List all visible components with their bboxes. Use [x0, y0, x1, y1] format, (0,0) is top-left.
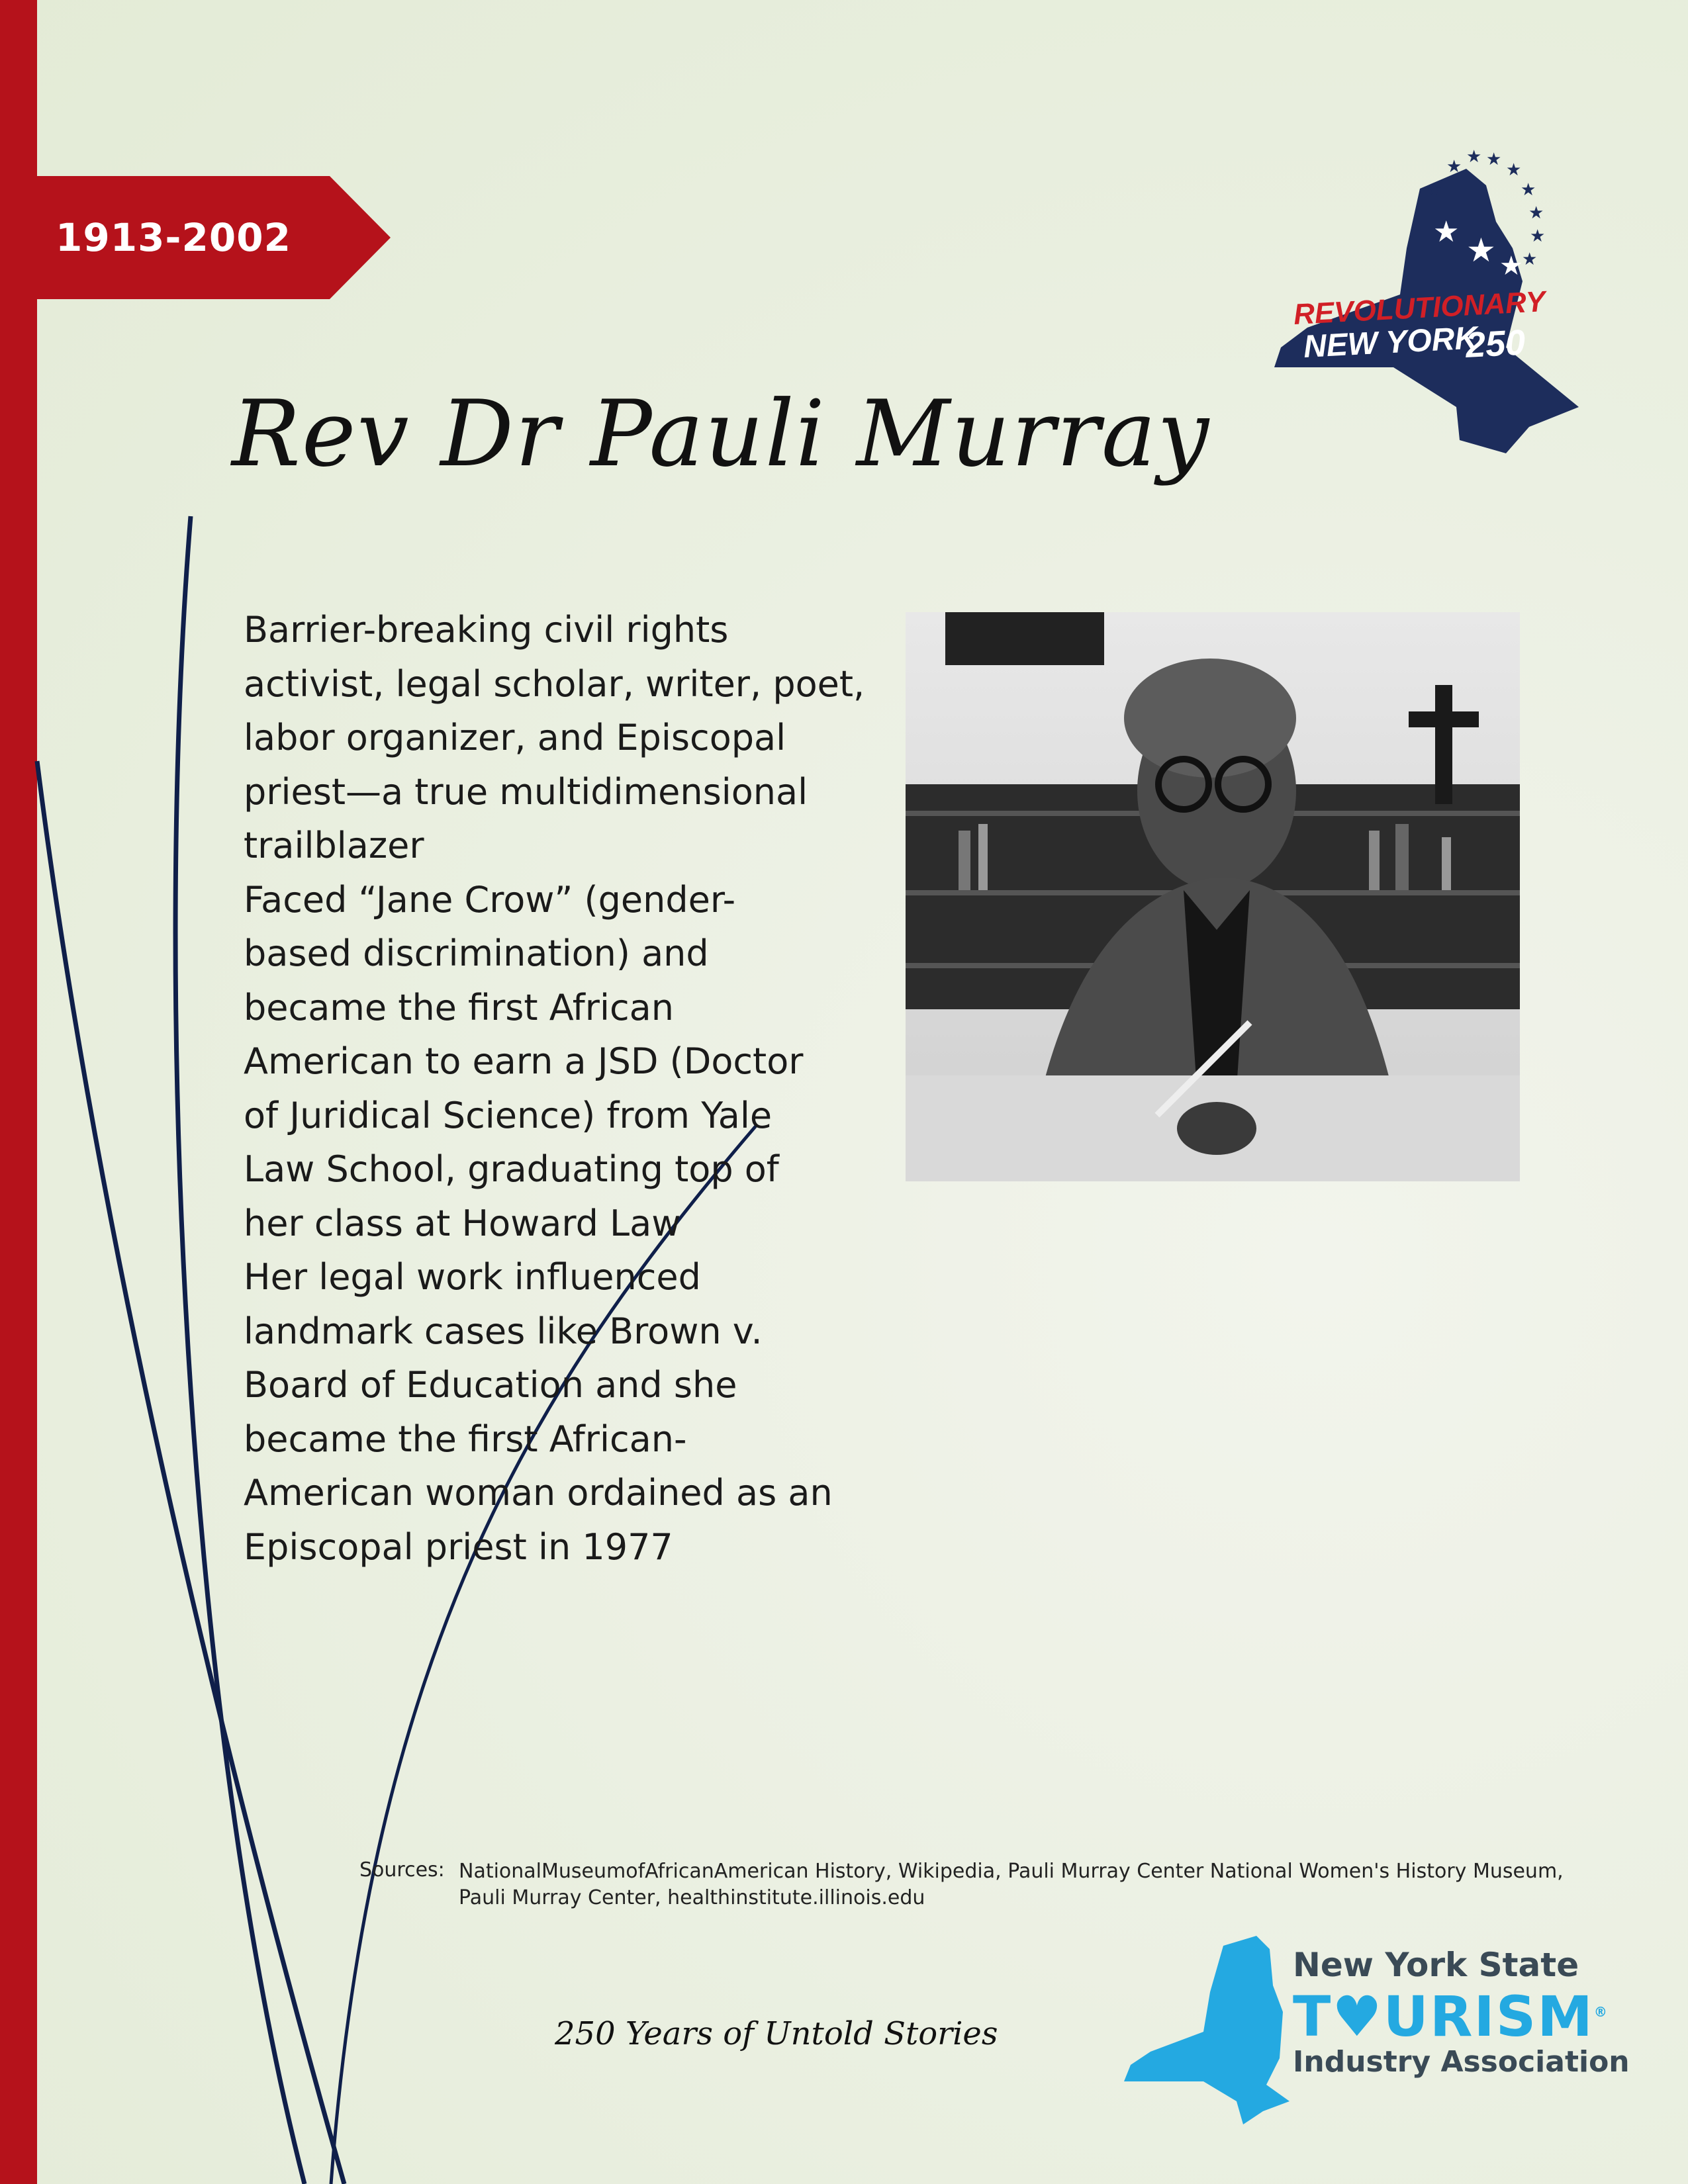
- sources-text: NationalMuseumofAfricanAmerican History, Wikipedia, Pauli Murray Center National Women's History Museum, Pauli Murray Center, healthinstitute.illinois.edu: [459, 1860, 1564, 1909]
- bio-line: activist, legal scholar, writer, poet,: [244, 662, 865, 705]
- bio-line: of Juridical Science) from Yale: [244, 1094, 773, 1136]
- bio-line: Faced “Jane Crow” (gender-: [244, 878, 736, 921]
- life-dates: 1913-2002: [56, 215, 291, 260]
- bio-line: Law School, graduating top of: [244, 1148, 779, 1190]
- portrait-photo: [906, 612, 1520, 1181]
- bio-line: Barrier-breaking civil rights: [244, 609, 729, 651]
- svg-text:★: ★: [1466, 231, 1496, 269]
- sources-label: Sources:: [359, 1858, 445, 1882]
- bio-line: Episcopal priest in 1977: [244, 1525, 673, 1568]
- revolutionary-new-york-250-logo: [1268, 149, 1605, 453]
- bio-line: her class at Howard Law: [244, 1202, 681, 1244]
- bio-line: priest—a true multidimensional: [244, 770, 808, 813]
- bio-line: American woman ordained as an: [244, 1472, 833, 1514]
- svg-text:★: ★: [1499, 251, 1523, 281]
- bio-line: became the first African: [244, 986, 674, 1028]
- biography-text: [244, 603, 892, 1574]
- svg-text:250: 250: [1464, 322, 1526, 365]
- bio-line: became the first African-: [244, 1418, 687, 1460]
- svg-text:★: ★: [1506, 160, 1522, 180]
- tourism-line-2: T♥URISM®: [1293, 1984, 1609, 2049]
- svg-text:★: ★: [1486, 150, 1502, 169]
- svg-text:★: ★: [1522, 250, 1538, 269]
- bio-line: based discrimination) and: [244, 933, 709, 974]
- bio-line: labor organizer, and Episcopal: [244, 717, 786, 758]
- svg-text:★: ★: [1433, 215, 1460, 249]
- bio-line: Her legal work influenced: [244, 1256, 701, 1298]
- tagline: 250 Years of Untold Stories: [555, 2015, 998, 2052]
- svg-text:★: ★: [1427, 180, 1442, 200]
- bio-line: landmark cases like Brown v.: [244, 1310, 763, 1352]
- page-title: Rev Dr Pauli Murray: [232, 381, 1211, 487]
- svg-text:★: ★: [1521, 180, 1536, 200]
- bio-line: Board of Education and she: [244, 1364, 737, 1406]
- svg-text:★: ★: [1528, 203, 1544, 223]
- ny-state-tourism-logo: [1124, 1933, 1630, 2131]
- svg-text:★: ★: [1466, 149, 1482, 167]
- svg-text:★: ★: [1530, 226, 1546, 246]
- bio-line: trailblazer: [244, 825, 424, 866]
- tourism-line-3: Industry Association: [1293, 2045, 1630, 2079]
- svg-text:REVOLUTIONARY: REVOLUTIONARY: [1292, 285, 1546, 331]
- tourism-line-1: New York State: [1293, 1946, 1579, 1984]
- bio-line: American to earn a JSD (Doctor: [244, 1040, 804, 1082]
- ny-state-shape-icon: [1124, 1933, 1289, 2131]
- svg-text:NEW YORK: NEW YORK: [1302, 320, 1479, 365]
- svg-text:★: ★: [1446, 157, 1462, 177]
